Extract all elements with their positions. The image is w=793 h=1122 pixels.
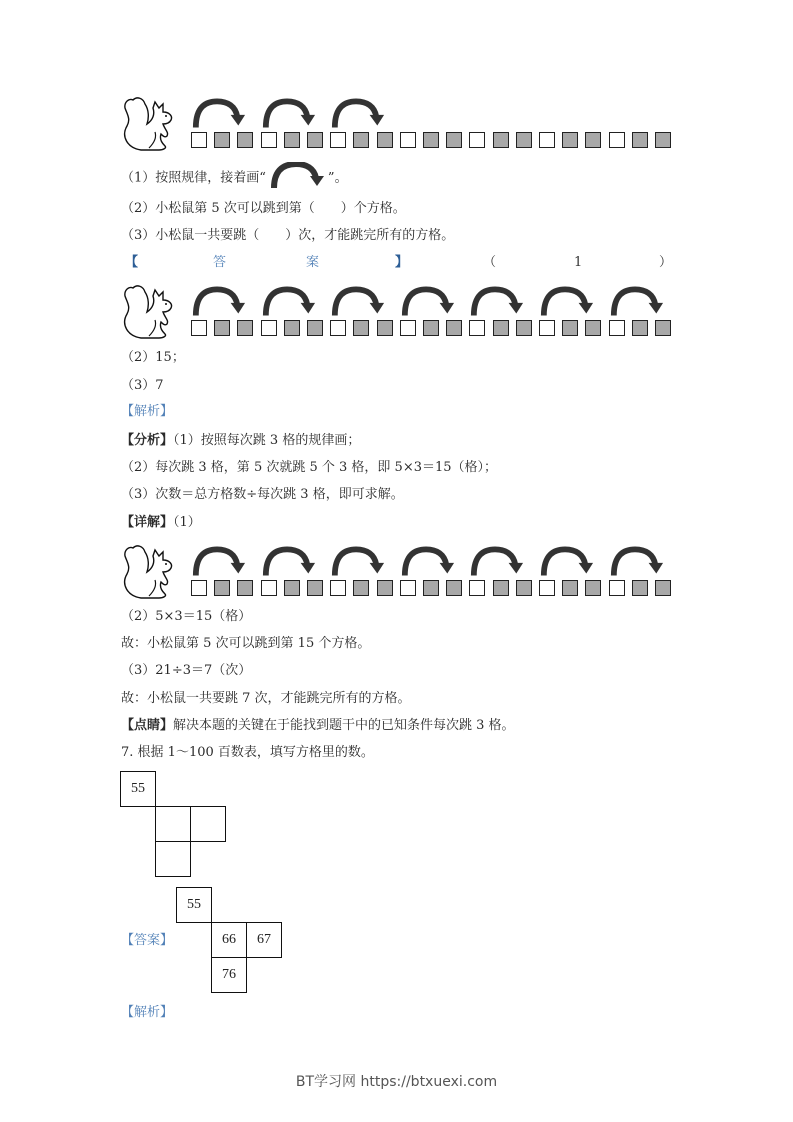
square-white	[539, 320, 555, 336]
square-white	[261, 132, 277, 148]
square-gray	[423, 580, 439, 596]
jump-arrow-icon	[469, 546, 525, 576]
square-gray	[377, 132, 393, 148]
square-white	[609, 132, 625, 148]
fenxi-2: （2）每次跳 3 格，第 5 次就跳 5 个 3 格，即 5×3＝15（格）；	[121, 460, 498, 475]
answer-char-2: 案	[306, 255, 320, 270]
square-gray	[562, 132, 578, 148]
paren-close: ）	[659, 255, 673, 270]
square-gray	[632, 132, 648, 148]
square-gray	[377, 580, 393, 596]
question-3: （3）小松鼠一共要跳（ ）次，才能跳完所有的方格。	[121, 228, 455, 243]
square-white	[400, 580, 416, 596]
detail-2: （2）5×3＝15（格）	[121, 609, 252, 624]
square-gray	[493, 132, 509, 148]
square-gray	[632, 580, 648, 596]
square-gray	[446, 580, 462, 596]
dianjing-text: 解决本题的关键在于能找到题干中的已知条件每次跳 3 格。	[173, 718, 515, 733]
detail-2-conclusion: 故：小松鼠第 5 次可以跳到第 15 个方格。	[121, 636, 371, 651]
square-gray	[562, 320, 578, 336]
square-gray	[585, 132, 601, 148]
square-gray	[423, 132, 439, 148]
square-white	[469, 580, 485, 596]
jump-arrow-icon	[330, 286, 386, 316]
square-gray	[353, 580, 369, 596]
answer-cell-mid-left: 66	[211, 922, 247, 958]
square-gray	[516, 580, 532, 596]
square-gray	[237, 580, 253, 596]
jump-arrow-icon	[539, 546, 595, 576]
answer-char-1: 答	[213, 255, 227, 270]
square-white	[469, 132, 485, 148]
jump-arrow-icon	[268, 162, 326, 188]
square-gray	[516, 320, 532, 336]
detail-3-conclusion: 故：小松鼠一共要跳 7 次，才能跳完所有的方格。	[121, 691, 411, 706]
analysis-label-7: 【解析】	[121, 1005, 174, 1020]
square-white	[191, 320, 207, 336]
answer-cell-mid-right: 67	[246, 922, 282, 958]
question-jump-diagram	[119, 92, 679, 156]
fenxi-1	[121, 432, 360, 450]
bracket-close: 】	[395, 255, 409, 270]
square-white	[469, 320, 485, 336]
square-gray	[237, 320, 253, 336]
square-gray	[214, 320, 230, 336]
answer-3: （3）7	[121, 378, 164, 393]
square-gray	[284, 580, 300, 596]
blank-cell	[190, 806, 226, 842]
square-gray	[516, 132, 532, 148]
xiangjie-1-text: （1）	[173, 515, 201, 530]
question-1-prefix: （1）按照规律，接着画“	[121, 170, 266, 186]
square-white	[261, 580, 277, 596]
blank-cell	[155, 841, 191, 877]
square-white	[330, 320, 346, 336]
answer-label: 【答案】	[121, 933, 174, 948]
square-white	[330, 580, 346, 596]
square-gray	[284, 132, 300, 148]
xiangjie-label: 【详解】	[121, 515, 174, 530]
square-white	[400, 132, 416, 148]
square-white	[261, 320, 277, 336]
jump-arrow-icon	[400, 546, 456, 576]
square-gray	[214, 132, 230, 148]
square-gray	[423, 320, 439, 336]
square-gray	[377, 320, 393, 336]
square-white	[191, 580, 207, 596]
detail-3: （3）21÷3＝7（次）	[121, 663, 252, 678]
square-gray	[655, 132, 671, 148]
squirrel-icon	[119, 92, 177, 154]
fenxi-1-text: （1）按照每次跳 3 格的规律画；	[173, 433, 361, 448]
square-white	[539, 132, 555, 148]
jump-arrow-icon	[539, 286, 595, 316]
detail-jump-diagram	[119, 540, 679, 604]
jump-arrow-icon	[609, 286, 665, 316]
jump-arrow-icon	[261, 286, 317, 316]
square-gray	[446, 320, 462, 336]
answer-cell-bottom: 76	[211, 957, 247, 993]
question-2: （2）小松鼠第 5 次可以跳到第（ ）个方格。	[121, 201, 406, 216]
squirrel-icon	[119, 540, 177, 602]
dianjing	[121, 717, 515, 735]
jump-arrow-icon	[261, 98, 317, 128]
blank-cell	[155, 806, 191, 842]
answer-cell-top: 55	[176, 887, 212, 923]
square-gray	[353, 132, 369, 148]
square-gray	[562, 580, 578, 596]
square-gray	[284, 320, 300, 336]
square-gray	[307, 320, 323, 336]
jump-arrow-icon	[191, 286, 247, 316]
square-gray	[353, 320, 369, 336]
answer-2: （2）15；	[121, 350, 185, 365]
square-gray	[585, 580, 601, 596]
jump-arrow-icon	[330, 98, 386, 128]
jump-arrow-icon	[191, 98, 247, 128]
square-gray	[655, 580, 671, 596]
footer-watermark: BT学习网 https://btxuexi.com	[295, 1074, 498, 1090]
square-gray	[307, 132, 323, 148]
square-white	[609, 320, 625, 336]
square-gray	[632, 320, 648, 336]
bracket-open: 【	[125, 255, 139, 270]
question-1	[121, 168, 348, 188]
square-white	[609, 580, 625, 596]
answer-jump-diagram	[119, 280, 679, 344]
given-cell-55: 55	[120, 771, 156, 807]
square-white	[330, 132, 346, 148]
square-gray	[493, 580, 509, 596]
jump-arrow-icon	[261, 546, 317, 576]
jump-arrow-icon	[609, 546, 665, 576]
part-number: 1	[574, 255, 583, 270]
analysis-label: 【解析】	[121, 404, 174, 419]
dianjing-label: 【点睛】	[121, 718, 174, 733]
fenxi-3: （3）次数＝总方格数÷每次跳 3 格，即可求解。	[121, 487, 404, 502]
square-white	[539, 580, 555, 596]
square-gray	[237, 132, 253, 148]
problem-7-question: 7. 根据 1～100 百数表，填写方格里的数。	[121, 745, 374, 760]
jump-arrow-icon	[330, 546, 386, 576]
jump-arrow-icon	[400, 286, 456, 316]
question-1-suffix: ”。	[327, 170, 348, 186]
squirrel-icon	[119, 280, 177, 342]
square-gray	[307, 580, 323, 596]
jump-arrow-icon	[469, 286, 525, 316]
xiangjie-1	[121, 514, 201, 532]
square-gray	[655, 320, 671, 336]
square-gray	[446, 132, 462, 148]
square-gray	[585, 320, 601, 336]
square-white	[400, 320, 416, 336]
square-gray	[493, 320, 509, 336]
square-gray	[214, 580, 230, 596]
square-white	[191, 132, 207, 148]
jump-arrow-icon	[191, 546, 247, 576]
fenxi-label: 【分析】	[121, 433, 174, 448]
paren-open: （	[483, 255, 497, 270]
